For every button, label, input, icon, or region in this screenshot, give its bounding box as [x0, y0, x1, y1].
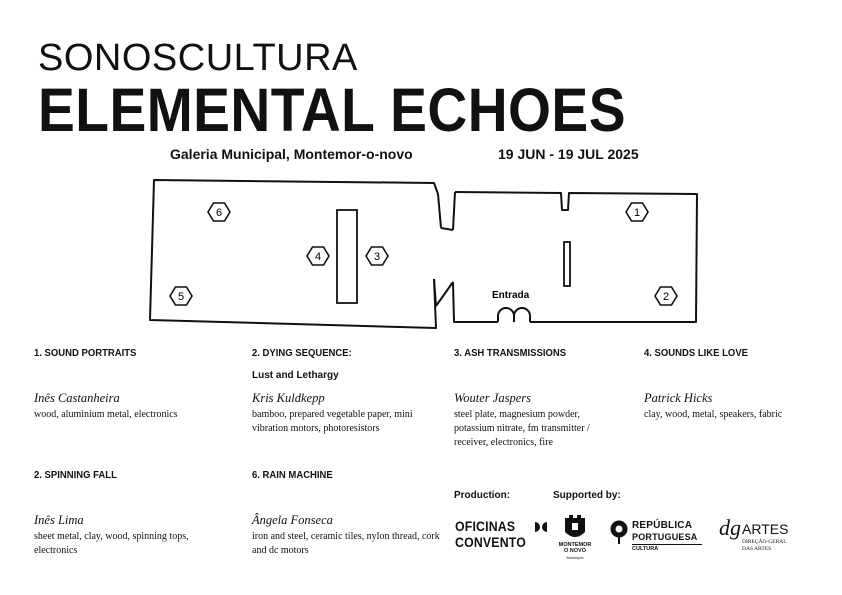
- work-heading: 2. DYING SEQUENCE:: [252, 348, 352, 359]
- work-subtitle: Lust and Lethargy: [252, 370, 339, 381]
- oficinas-mark-icon: [534, 521, 548, 533]
- work-materials: clay, wood, metal, speakers, fabric: [644, 409, 783, 420]
- marker-5: [170, 287, 192, 305]
- marker-label: 5: [177, 291, 185, 303]
- artist-name: Inês Lima: [34, 513, 84, 527]
- oficinas-convento-logo: OFICINAS CONVENTO: [455, 518, 550, 554]
- venue-line: Galeria Municipal, Montemor-o-novo: [170, 146, 413, 162]
- artist-name: Inês Castanheira: [34, 391, 120, 405]
- supported-label: Supported by:: [553, 490, 621, 501]
- production-label: Production:: [454, 490, 511, 501]
- date-range: 19 JUN - 19 JUL 2025: [498, 146, 639, 162]
- work-materials: steel plate, magnesium powder, potassium nitrate, fm transmitter / receiver, electronics, fire: [454, 409, 590, 448]
- artist-name: Patrick Hicks: [644, 391, 713, 405]
- marker-3: [366, 247, 388, 265]
- passage-edge: [441, 228, 453, 230]
- work-materials: sheet metal, clay, wood, spinning tops, electronics: [34, 531, 189, 556]
- passage-edge: [438, 194, 441, 228]
- artist-name: Kris Kuldkepp: [252, 391, 325, 405]
- partition-wall: [564, 242, 570, 286]
- republica-emblem-icon: [609, 519, 629, 545]
- artist-name: Wouter Jaspers: [454, 391, 531, 405]
- entrance-door: [498, 308, 514, 322]
- entrance-door: [514, 308, 530, 322]
- marker-label: 6: [215, 207, 223, 219]
- republica-portuguesa-logo: REPÚBLICA PORTUGUESA CULTURA: [609, 518, 709, 558]
- work-heading: 4. SOUNDS LIKE LOVE: [644, 348, 748, 359]
- work-heading: 3. ASH TRANSMISSIONS: [454, 348, 567, 359]
- montemor-logo: MONTEMOR O NOVO Município: [557, 514, 593, 562]
- work-heading: 2. SPINNING FALL: [34, 470, 117, 481]
- work-heading: 6. RAIN MACHINE: [252, 470, 333, 481]
- marker-label: 1: [633, 207, 641, 219]
- work-materials: bamboo, prepared vegetable paper, mini vibration motors, photoresistors: [252, 409, 413, 434]
- passage-edge: [436, 282, 453, 306]
- entrance-label: Entrada: [492, 290, 530, 301]
- marker-label: 3: [373, 251, 381, 263]
- work-heading: 1. SOUND PORTRAITS: [34, 348, 137, 359]
- work-materials: iron and steel, ceramic tiles, nylon thread, cork and dc motors: [252, 531, 440, 556]
- partition-wall: [337, 210, 357, 303]
- marker-label: 4: [314, 251, 322, 263]
- marker-4: [307, 247, 329, 265]
- series-title: SONOSCULTURA: [38, 37, 358, 79]
- dgartes-logo: dg ARTES DIREÇÃO-GERAL DAS ARTES: [719, 515, 789, 552]
- marker-2: [655, 287, 677, 305]
- work-materials: wood, aluminium metal, electronics: [34, 409, 178, 420]
- passage-edge: [453, 192, 455, 230]
- left-room-outline: [150, 180, 438, 328]
- exhibition-title: ELEMENTAL ECHOES: [38, 76, 626, 144]
- divider: [632, 544, 702, 545]
- montemor-crest-icon: [557, 514, 593, 542]
- marker-label: 2: [662, 291, 670, 303]
- marker-6: [208, 203, 230, 221]
- artist-name: Ângela Fonseca: [252, 513, 333, 527]
- right-room-outline: [453, 282, 498, 322]
- marker-1: [626, 203, 648, 221]
